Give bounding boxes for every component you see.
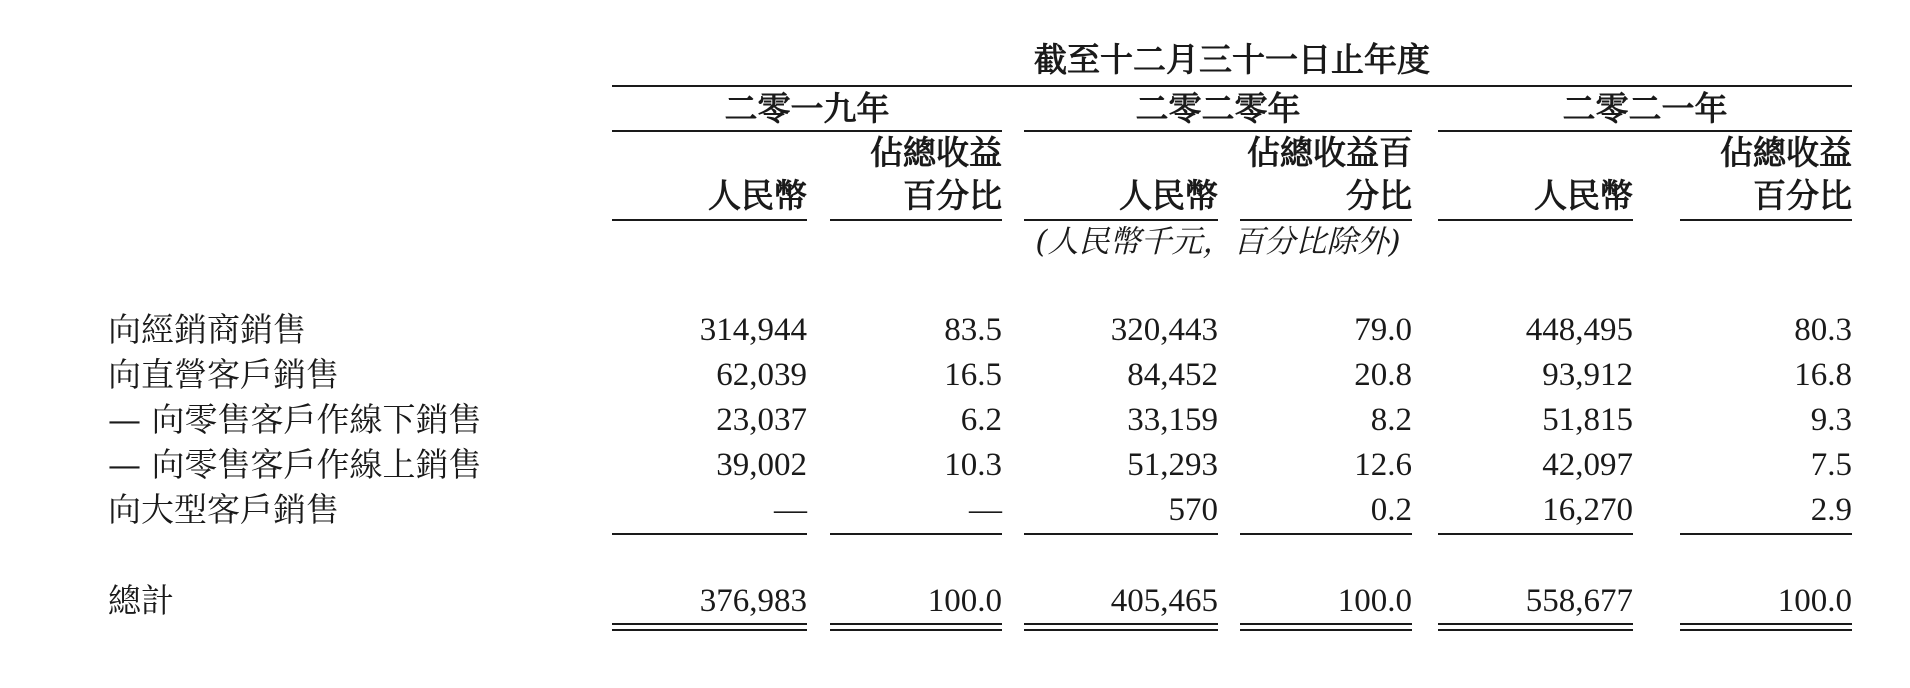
col-pct-2020-a: 佔總收益百 (1247, 133, 1412, 172)
col-rmb-2019: 人民幣 (708, 176, 807, 215)
row-label: 向經銷商銷售 (108, 310, 306, 349)
row-label: 向大型客戶銷售 (108, 490, 339, 529)
total-double-rule-4 (1240, 623, 1412, 631)
total-value: 405,465 (1110, 583, 1218, 619)
cell-value: 23,037 (716, 402, 807, 438)
cell-value: — (969, 492, 1002, 528)
total-value: 100.0 (1777, 583, 1852, 619)
cell-value: 79.0 (1354, 312, 1412, 348)
subtotal-rule-4 (1240, 533, 1412, 535)
cell-value: 6.2 (960, 402, 1002, 438)
subtotal-rule-2 (830, 533, 1002, 535)
year-2019: 二零一九年 (724, 89, 890, 128)
row-label: — 向零售客戶作線上銷售 (108, 445, 482, 484)
row-label: 向直營客戶銷售 (108, 355, 339, 394)
cell-value: 51,815 (1542, 402, 1633, 438)
total-double-rule-1 (612, 623, 807, 631)
year-rule-2021 (1438, 130, 1852, 132)
cell-value: 570 (1168, 492, 1218, 528)
total-value: 100.0 (1337, 583, 1412, 619)
subtotal-rule-3 (1024, 533, 1218, 535)
col-rule-2 (830, 219, 1002, 221)
cell-value: 16,270 (1542, 492, 1633, 528)
col-rmb-2020: 人民幣 (1119, 176, 1218, 215)
total-value: 558,677 (1525, 583, 1633, 619)
col-pct-2020-b: 分比 (1346, 176, 1412, 215)
cell-value: 39,002 (716, 447, 807, 483)
cell-value: 93,912 (1542, 357, 1633, 393)
total-value: 100.0 (927, 583, 1002, 619)
cell-value: 0.2 (1370, 492, 1412, 528)
col-rule-4 (1240, 219, 1412, 221)
cell-value: 16.8 (1794, 357, 1852, 393)
year-rule-2020 (1024, 130, 1412, 132)
cell-value: 314,944 (699, 312, 807, 348)
cell-value: 448,495 (1525, 312, 1633, 348)
total-double-rule-2 (830, 623, 1002, 631)
col-rule-6 (1680, 219, 1852, 221)
col-pct-2019-a: 佔總收益 (870, 133, 1002, 172)
cell-value: 83.5 (944, 312, 1002, 348)
cell-value: 42,097 (1542, 447, 1633, 483)
cell-value: 84,452 (1127, 357, 1218, 393)
total-double-rule-5 (1438, 623, 1633, 631)
col-rmb-2021: 人民幣 (1534, 176, 1633, 215)
cell-value: 8.2 (1370, 402, 1412, 438)
cell-value: 51,293 (1127, 447, 1218, 483)
total-double-rule-6 (1680, 623, 1852, 631)
cell-value: 16.5 (944, 357, 1002, 393)
col-rule-1 (612, 219, 807, 221)
col-pct-2019-b: 百分比 (903, 176, 1002, 215)
total-double-rule-3 (1024, 623, 1218, 631)
col-pct-2021-a: 佔總收益 (1720, 133, 1852, 172)
col-pct-2021-b: 百分比 (1753, 176, 1852, 215)
cell-value: 7.5 (1810, 447, 1852, 483)
year-2020: 二零二零年 (1135, 89, 1301, 128)
row-label: 總計 (108, 581, 174, 620)
subtotal-rule-6 (1680, 533, 1852, 535)
year-rule-2019 (612, 130, 1002, 132)
col-rule-5 (1438, 219, 1633, 221)
subtotal-rule-1 (612, 533, 807, 535)
cell-value: 12.6 (1354, 447, 1412, 483)
cell-value: — (774, 492, 807, 528)
cell-value: 2.9 (1810, 492, 1852, 528)
year-2021: 二零二一年 (1562, 89, 1728, 128)
period-header: 截至十二月三十一日止年度 (1034, 40, 1430, 79)
unit-note: (人民幣千元，百分比除外) (1035, 224, 1401, 260)
cell-value: 320,443 (1110, 312, 1218, 348)
period-rule (612, 85, 1852, 87)
cell-value: 33,159 (1127, 402, 1218, 438)
total-value: 376,983 (699, 583, 807, 619)
cell-value: 80.3 (1794, 312, 1852, 348)
row-label: — 向零售客戶作線下銷售 (108, 400, 482, 439)
cell-value: 20.8 (1354, 357, 1412, 393)
cell-value: 62,039 (716, 357, 807, 393)
cell-value: 9.3 (1810, 402, 1852, 438)
cell-value: 10.3 (944, 447, 1002, 483)
subtotal-rule-5 (1438, 533, 1633, 535)
col-rule-3 (1024, 219, 1218, 221)
